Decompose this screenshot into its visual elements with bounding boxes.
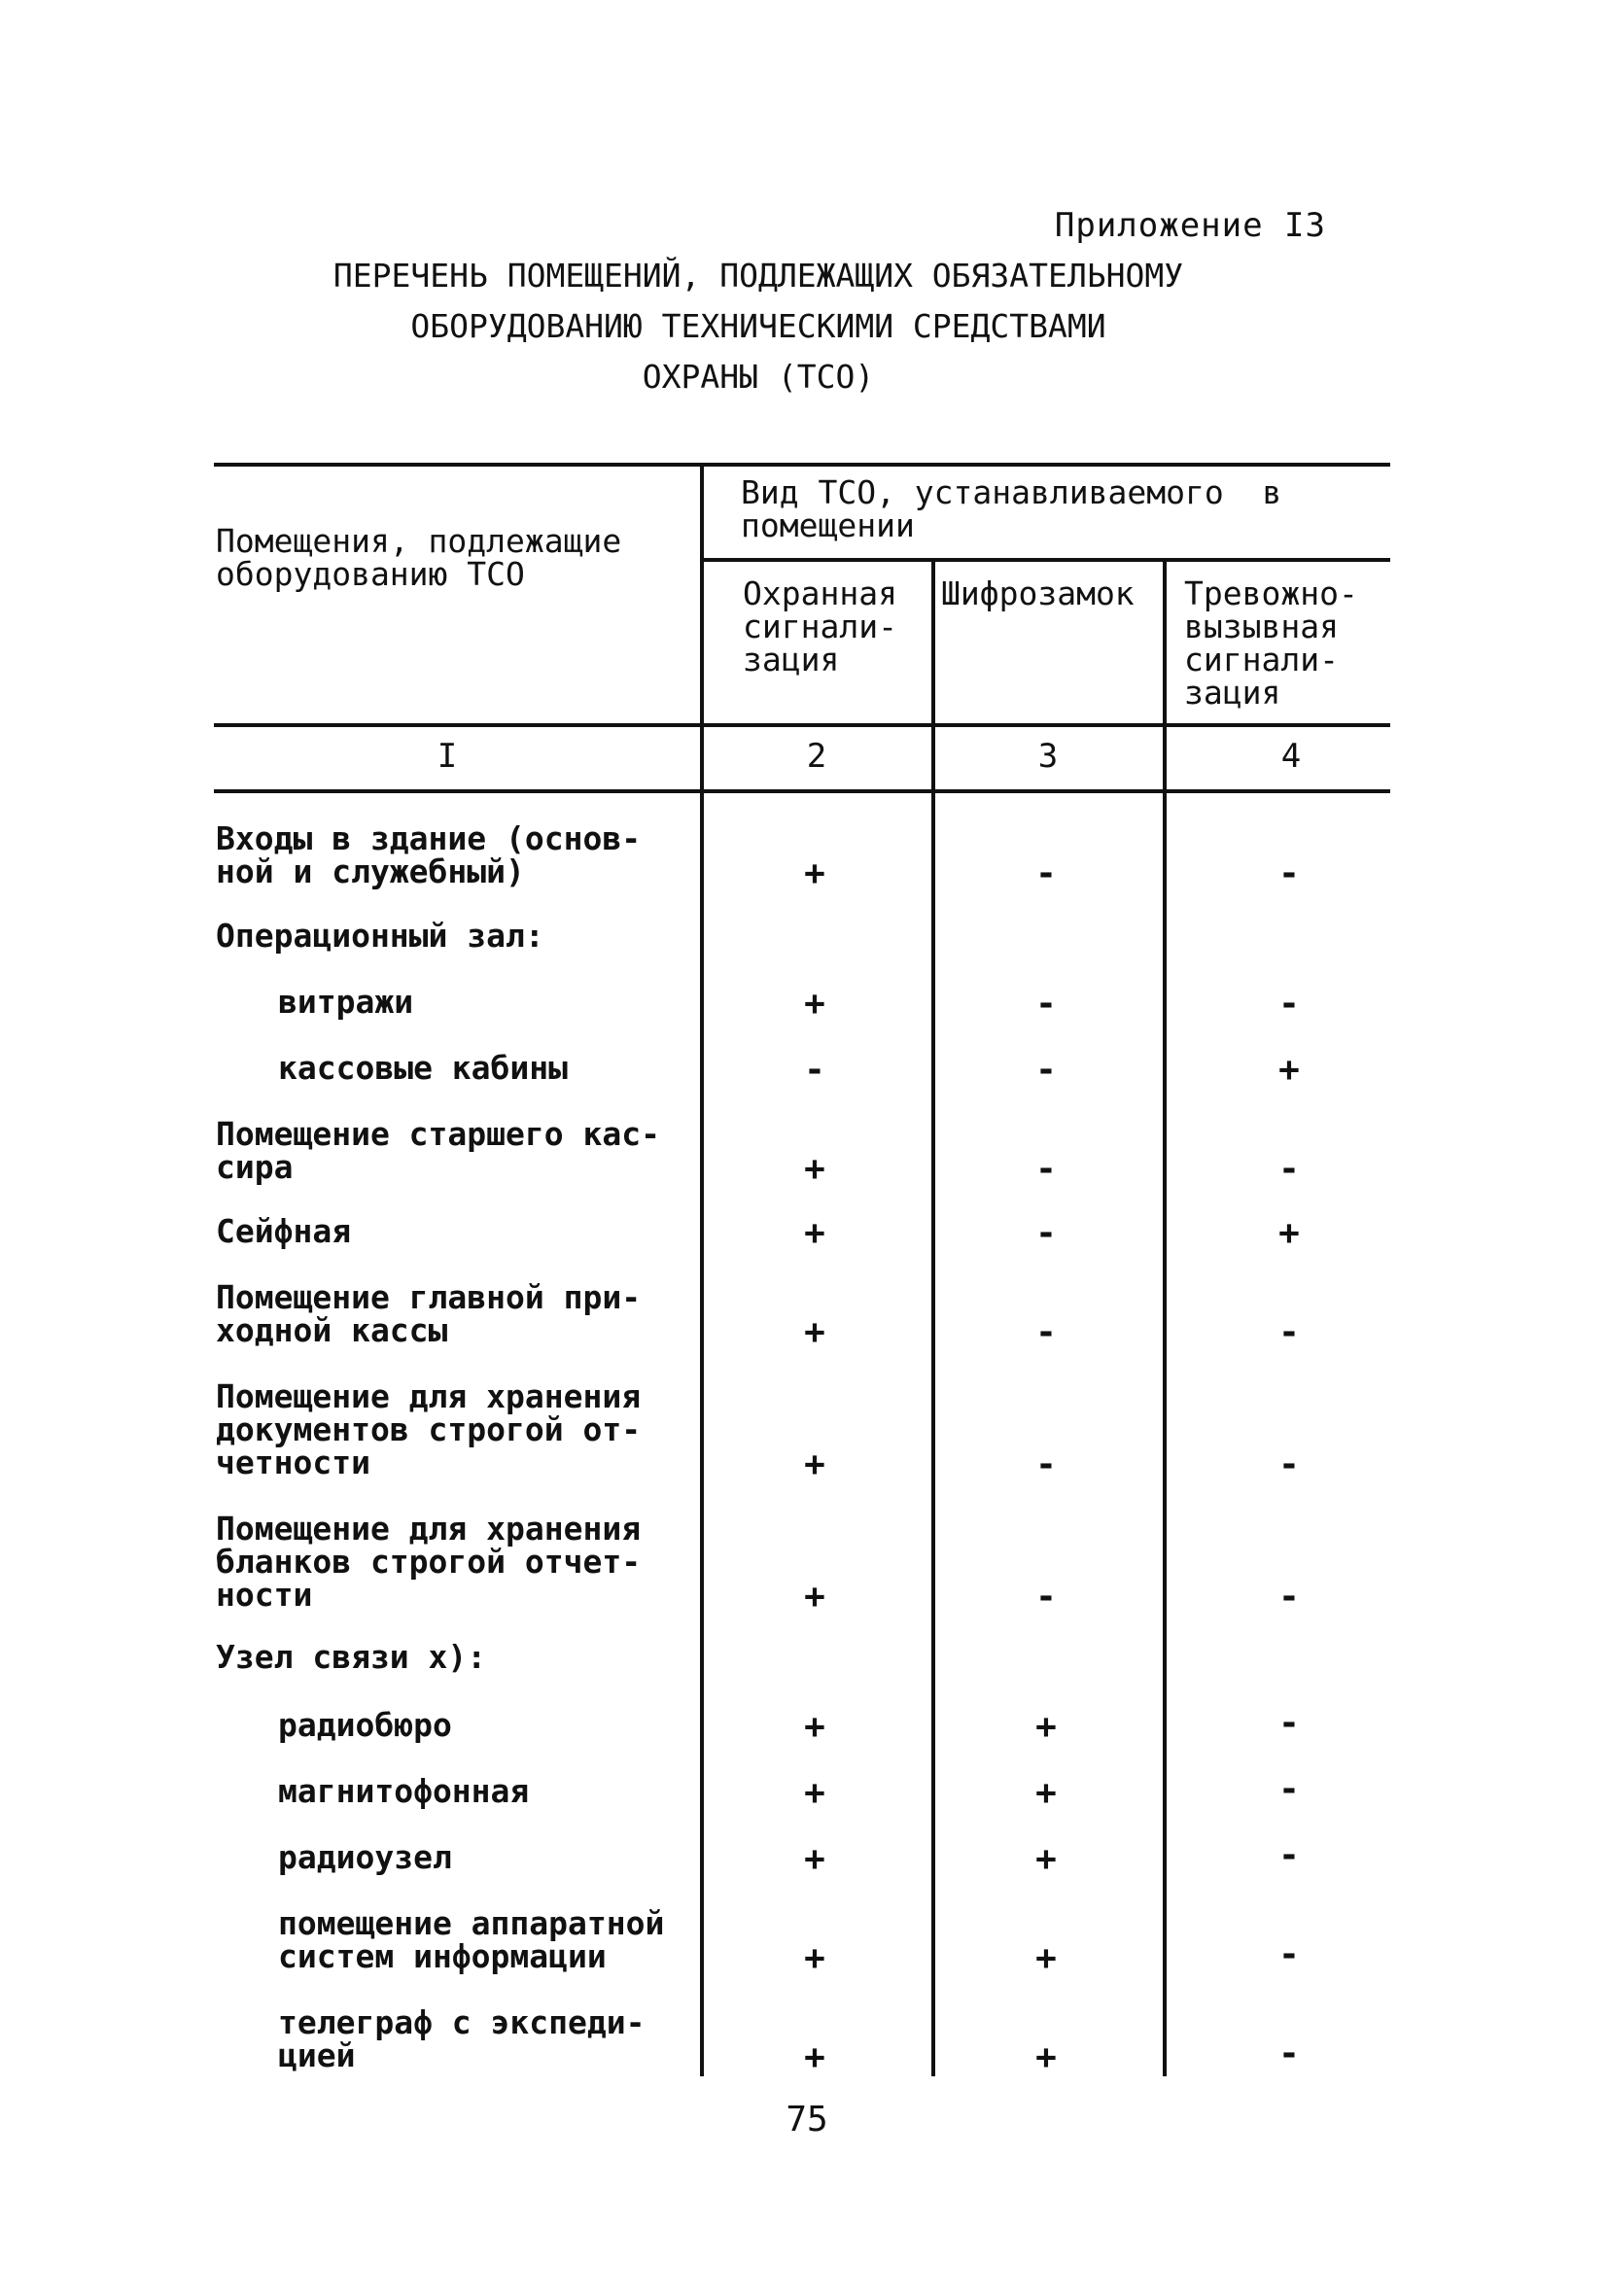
column-divider <box>1163 558 1167 2076</box>
column-number: 3 <box>1037 737 1059 776</box>
group-header-rule <box>700 558 1390 562</box>
row-label: радиоузел <box>278 1838 452 1876</box>
row-mark: + <box>1035 1839 1057 1879</box>
row-label: Помещение главной при- ходной кассы <box>216 1278 642 1349</box>
row-mark: - <box>1035 1444 1057 1484</box>
column-number: 2 <box>806 737 827 776</box>
row-mark: + <box>804 984 825 1024</box>
row-mark: + <box>804 853 825 893</box>
page-number: 75 <box>786 2100 828 2139</box>
group-header: Вид ТСО, устанавливаемого в помещении <box>741 473 1282 544</box>
row-mark: + <box>804 1839 825 1879</box>
row-mark: - <box>1035 1050 1057 1090</box>
row-mark: - <box>804 1050 825 1090</box>
row-mark: - <box>1278 1934 1300 1974</box>
row-mark: - <box>1035 853 1057 893</box>
row-mark: + <box>804 2037 825 2077</box>
row-label: Помещение для хранения бланков строгой отчет- ности <box>216 1510 642 1614</box>
row-mark: + <box>1035 1938 1057 1978</box>
appendix-label: Приложение I3 <box>1054 206 1326 245</box>
row-mark: + <box>804 1444 825 1484</box>
row-mark: + <box>1278 1213 1300 1253</box>
row-mark: - <box>1278 1312 1300 1352</box>
premises-table <box>214 463 1390 2076</box>
row-label: Сейфная <box>216 1212 352 1250</box>
row-label: Операционный зал: <box>216 917 544 955</box>
row-label: магнитофонная <box>278 1772 530 1810</box>
row-mark: - <box>1278 1835 1300 1875</box>
row-mark: - <box>1035 1149 1057 1189</box>
row-label: кассовые кабины <box>278 1049 569 1087</box>
row-mark: + <box>1035 2037 1057 2077</box>
row-mark: - <box>1278 1149 1300 1189</box>
row-mark: + <box>804 1312 825 1352</box>
title-line: ОБОРУДОВАНИЮ ТЕХНИЧЕСКИМИ СРЕДСТВАМИ <box>410 307 1106 345</box>
col1-header: Помещения, подлежащие оборудованию ТСО <box>216 522 622 593</box>
col2-header: Охранная сигнали- зация <box>743 574 897 678</box>
numbers-bottom-rule <box>214 789 1390 793</box>
row-mark: - <box>1035 984 1057 1024</box>
row-mark: - <box>1278 984 1300 1024</box>
col4-header: Тревожно- вызывная сигнали- зация <box>1184 574 1358 712</box>
column-divider <box>700 463 704 2076</box>
row-mark: + <box>804 1577 825 1617</box>
row-label: Помещение старшего кас- сира <box>216 1115 660 1186</box>
row-mark: - <box>1278 2034 1300 2073</box>
col3-header: Шифрозамок <box>941 574 1135 612</box>
row-mark: + <box>804 1149 825 1189</box>
row-mark: + <box>804 1707 825 1747</box>
row-mark: + <box>804 1773 825 1813</box>
row-mark: - <box>1278 1577 1300 1617</box>
column-number: 4 <box>1280 737 1302 776</box>
title-line: ПЕРЕЧЕНЬ ПОМЕЩЕНИЙ, ПОДЛЕЖАЩИХ ОБЯЗАТЕЛЬНОМУ <box>332 257 1184 295</box>
row-mark: + <box>1035 1773 1057 1813</box>
row-mark: - <box>1035 1213 1057 1253</box>
row-mark: - <box>1278 1444 1300 1484</box>
column-number: I <box>437 737 458 776</box>
row-label: радиобюро <box>278 1706 452 1744</box>
table-top-rule <box>214 463 1390 467</box>
row-label: Узел связи х): <box>216 1638 487 1676</box>
row-mark: - <box>1278 1703 1300 1743</box>
row-mark: - <box>1278 853 1300 893</box>
row-label: витражи <box>278 983 414 1021</box>
title-line: ОХРАНЫ (ТСО) <box>642 358 875 396</box>
row-mark: - <box>1035 1577 1057 1617</box>
column-divider <box>931 558 935 2076</box>
header-bottom-rule <box>214 723 1390 727</box>
document-title <box>214 251 1303 402</box>
row-label: Входы в здание (основ- ной и служебный) <box>216 819 642 890</box>
row-mark: + <box>1035 1707 1057 1747</box>
row-mark: - <box>1035 1312 1057 1352</box>
row-label: телеграф с экспеди- цией <box>278 2003 646 2074</box>
row-mark: - <box>1278 1769 1300 1809</box>
row-mark: + <box>804 1213 825 1253</box>
row-mark: + <box>1278 1050 1300 1090</box>
row-mark: + <box>804 1938 825 1978</box>
row-label: помещение аппаратной систем информации <box>278 1904 665 1975</box>
row-label: Помещение для хранения документов строгой от- четности <box>216 1377 642 1481</box>
